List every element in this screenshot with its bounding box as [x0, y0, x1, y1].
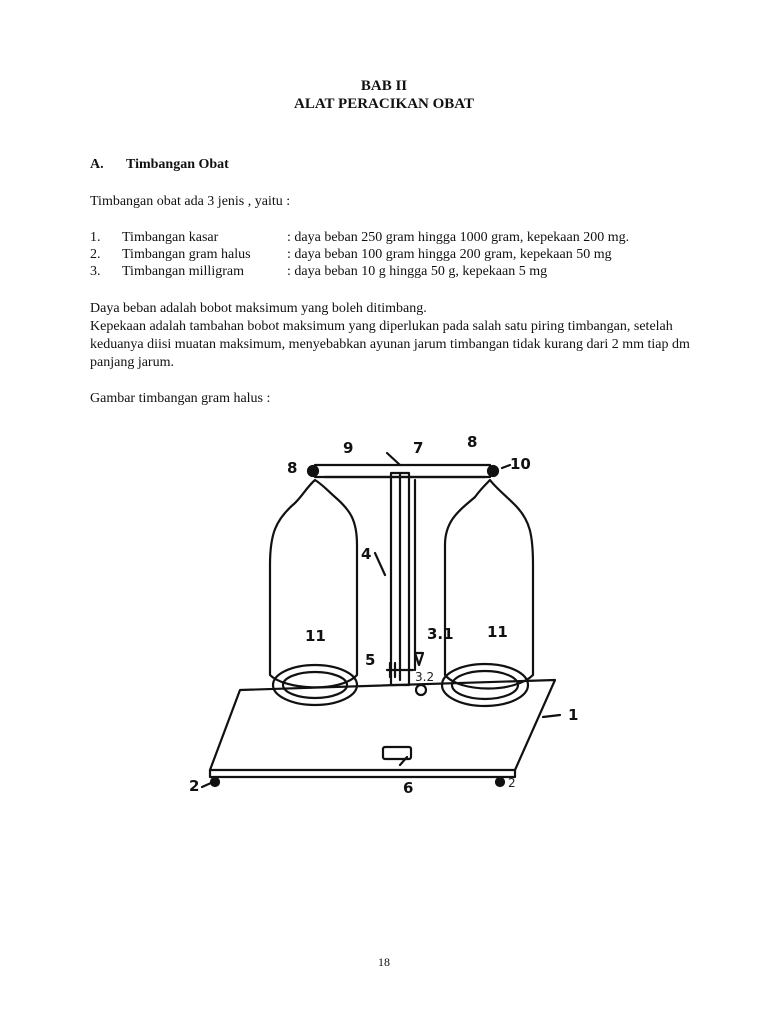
label-8-right: 8	[467, 433, 478, 451]
definition-sensitivity: Kepekaan adalah tambahan bobot maksimum yang diperlukan pada salah satu piring timbangan, setelah keduanya diisi muatan maksimum, menyebabkan ayunan jarum timbangan tidak kurang dari 2 mm tiap dm panjang jarum.	[90, 319, 690, 370]
label-3-2: 3.2	[415, 670, 435, 684]
section-heading	[90, 157, 229, 173]
label-4: 4	[361, 545, 372, 563]
figure-caption: Gambar timbangan gram halus :	[90, 391, 271, 406]
pointer-weight	[415, 653, 423, 665]
list-item-name: Timbangan kasar	[122, 230, 219, 245]
beam-end-right	[488, 466, 498, 476]
section-title: Timbangan Obat	[126, 157, 229, 172]
list-item-number: 3.	[90, 264, 101, 279]
list-item-description: : daya beban 250 gram hingga 1000 gram, kepekaan 200 mg.	[287, 230, 630, 245]
label-1: 1	[568, 706, 579, 724]
balance-scale-drawing	[175, 425, 595, 805]
definitions-paragraph	[90, 300, 690, 372]
list-item-name: Timbangan gram halus	[122, 247, 251, 262]
section-number: A.	[90, 157, 104, 172]
page-number: 18	[378, 955, 390, 969]
chapter-title: ALAT PERACIKAN OBAT	[293, 96, 475, 112]
bell-jar-right	[445, 480, 533, 689]
foot-left	[211, 778, 219, 786]
bell-jar-left	[270, 480, 357, 687]
label-3-1: 3.1	[427, 625, 454, 643]
balance-beam	[315, 465, 490, 477]
label-5: 5	[365, 651, 376, 669]
list-item-number: 2.	[90, 247, 101, 262]
foot-right	[496, 778, 504, 786]
label-7: 7	[413, 439, 424, 457]
label-2-right: 2	[508, 776, 516, 790]
list-item-name: Timbangan milligram	[122, 264, 244, 279]
list-item-number: 1.	[90, 230, 101, 245]
label-9: 9	[343, 439, 354, 457]
balance-scale-svg	[175, 425, 595, 805]
label-8-left: 8	[287, 459, 298, 477]
definition-capacity: Daya beban adalah bobot maksimum yang boleh ditimbang.	[90, 301, 427, 316]
label-11-right: 11	[487, 623, 508, 641]
adjust-knob	[416, 685, 426, 695]
list-item-description: : daya beban 100 gram hingga 200 gram, kepekaan 50 mg	[287, 247, 612, 262]
label-10: 10	[510, 455, 531, 473]
chapter-number: BAB II	[360, 78, 408, 94]
label-11-left: 11	[305, 627, 326, 645]
beam-end-left	[308, 466, 318, 476]
intro-paragraph: Timbangan obat ada 3 jenis , yaitu :	[90, 194, 291, 209]
label-6: 6	[403, 779, 414, 797]
list-item-description: : daya beban 10 g hingga 50 g, kepekaan 5 mg	[287, 264, 548, 279]
label-2-left: 2	[189, 777, 200, 795]
